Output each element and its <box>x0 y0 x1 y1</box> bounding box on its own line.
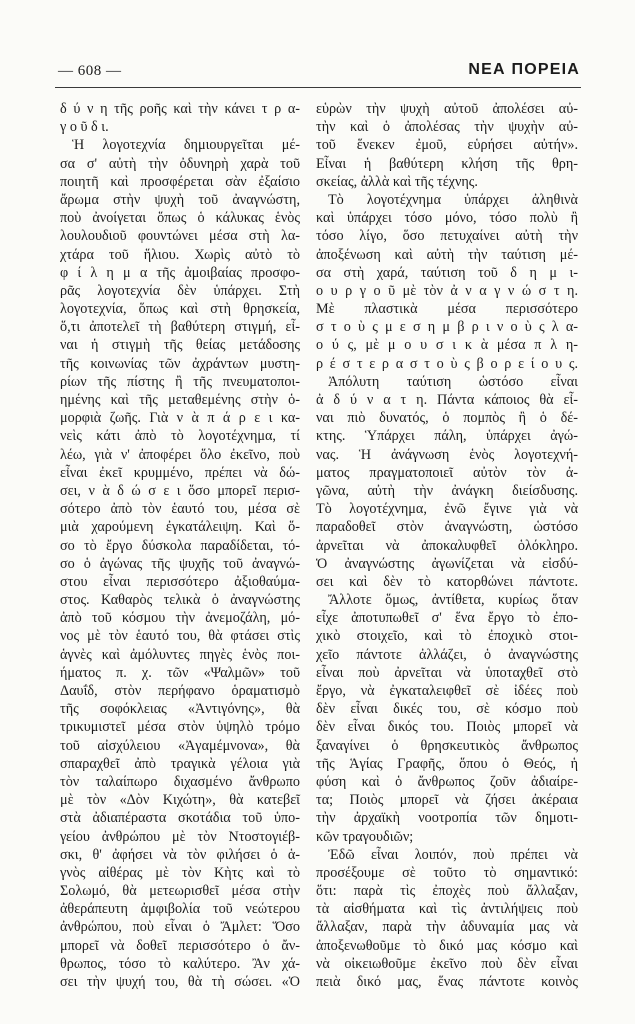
text-line: ἀθεράπευτη ἀμφιβολία τοῦ νεώτερου <box>60 901 300 918</box>
text-line: σα στὴ χαρά, ταύτιση τοῦ δ η μ ι- <box>316 264 578 281</box>
text-line: δὲν εἶναι δικός του. Ποιὸς μπορεῖ νὰ <box>316 719 578 736</box>
text-line: στος. Καθαρὸς τελικὰ ὁ ἀναγνώστης <box>60 592 300 609</box>
text-line: τὰ αἰσθήματα καὶ τὶς ἀντιλήψεις ποὺ <box>316 901 578 918</box>
text-line: τῆς σοφόκλειας «Ἀντιγόνης», θὰ <box>60 701 300 718</box>
text-line: χεῖο πάντοτε ἀλλάζει, ὁ ἀναγνώστης <box>316 646 578 663</box>
text-line: ἁγνὲς καὶ ἀμόλυντες πηγὲς ἑνὸς ποι- <box>60 646 300 663</box>
text-line: μιὰ χαρούμενη ἐγκατάλειψη. Καὶ ὅ- <box>60 519 300 536</box>
text-line: ὅτι: παρὰ τὶς ἐποχὲς ποὺ ἄλλαξαν, <box>316 883 578 900</box>
text-line: ἀποξένωση καὶ αὐτὴ τὴν ταύτιση μέ- <box>316 246 578 263</box>
text-line: Δαυΐδ, στὸν περήφανο ὁραματισμὸ <box>60 683 300 699</box>
page-number: — 608 — <box>58 63 122 79</box>
text-line: φ ί λ η μ α τῆς ἀμοιβαίας προσφο- <box>60 264 300 281</box>
text-line: νος μὲ τὸν ἑαυτό του, θὰ φτάσει στὶς <box>60 628 300 645</box>
text-line: Σολωμό, θὰ μετεωρισθεῖ μέσα στὴν <box>60 883 300 900</box>
left-column <box>60 100 300 991</box>
text-line: τόσο λίγο, ὅσο πετυχαίνει αὐτὴ τὴν <box>316 228 578 245</box>
text-line: ξαναγίνει ὁ θρησκευτικὸς ἄνθρωπος <box>316 737 578 754</box>
text-line: ρίων τῆς πίστης ἢ τῆς πνευματοποι- <box>60 373 300 390</box>
text-line: ο ύ ς, μὲ μ ο υ σ ι κ ὰ μέσα π λ η- <box>316 337 578 354</box>
text-line: ναι ἡ στιγμὴ τῆς θείας μετάδοσης <box>60 337 300 354</box>
text-line: γείου ἀνθρώπου μὲ τὸν Ντοστογιέβ- <box>60 828 300 845</box>
text-line: τῆς Ἁγίας Γραφῆς, ὅπου ὁ Θεός, ἡ <box>316 755 578 772</box>
text-line: καὶ ὑπάρχει τόσο μόνο, τόσο πολὺ ἢ <box>316 210 578 227</box>
text-line: τοῦ αἰσχύλειου «Ἀγαμέμνονα», θὰ <box>60 737 300 754</box>
text-line: ρ έ σ τ ε ρ α σ τ ο ὺ ς β ο ρ ε ί ο υ ς. <box>316 355 578 372</box>
text-line: μὲ τὸν «Δὸν Κιχώτη», θὰ κατεβεῖ <box>60 792 300 809</box>
text-line: ρᾶς λογοτεχνία δὲν ὑπάρχει. Στὴ <box>60 282 300 299</box>
magazine-title: ΝΕΑ ΠΟΡΕΙΑ <box>468 61 580 78</box>
text-line: φύση καὶ ὁ ἄνθρωπος ζοῦν ἀδιαίρε- <box>316 773 578 790</box>
text-line: εἶναι ἐκεῖ κρυμμένο, πρέπει νὰ δώ- <box>60 464 300 481</box>
text-line: ἀποξενωθοῦμε τὸ δικό μας κόσμο καὶ <box>316 937 578 954</box>
text-line: σει, ν ὰ δ ώ σ ε ι ὅσο μπορεῖ περισ- <box>60 482 300 499</box>
text-line: Ὁ ἀναγνώστης ἀγωνίζεται νὰ εἰσδύ- <box>316 555 578 572</box>
text-line: ἄρωμα στὴν ψυχὴ τοῦ ἀναγνώστη, <box>60 191 300 208</box>
text-line: λογοτεχνία, ὅπως καὶ στὴ θρησκεία, <box>60 301 300 318</box>
text-line: Τὸ λογοτέχνημα, ἐνῶ ἔγινε γιὰ νὰ <box>316 501 578 518</box>
text-line: προσέξουμε σὲ τοῦτο τὸ σημαντικό: <box>316 864 578 881</box>
text-line: ἔργο, νὰ ἐγκαταλειφθεῖ σὲ ἰδέες ποὺ <box>316 683 578 699</box>
text-line: λουλουδιοῦ φουντώνει μέσα στὴ λα- <box>60 228 300 245</box>
text-line: ἀ δ ύ ν α τ η. Πάντα κάποιος θὰ εἶ- <box>316 392 578 408</box>
text-line: κῶν τραγουδιῶν; <box>316 828 414 845</box>
text-line: δὲν εἶναι δικές του, σὲ κόσμο ποὺ <box>316 701 578 718</box>
text-line: γῶνα, αὐτὴ τὴν ἀνάγκη διείσδυσης. <box>316 482 578 499</box>
text-line: Ἄλλοτε ὅμως, ἀντίθετα, κυρίως ὅταν <box>328 592 578 609</box>
text-line: σότερο ἀπὸ τὸν ἑαυτό του, μέσα σὲ <box>60 501 300 518</box>
text-line: ναι πιὸ δυνατός, ὁ πομπὸς ἢ ὁ δέ- <box>316 410 578 427</box>
text-line: Τὸ λογοτέχνημα ὑπάρχει ἀληθινὰ <box>328 191 578 208</box>
text-line: τρικυμιστεῖ μέσα στὸν ὑψηλὸ τρόμο <box>60 719 300 736</box>
text-line: σο τὸ ἔργο δύσκολα παραδίδεται, τό- <box>60 537 300 554</box>
text-line: εἶναι ποὺ ἀρνεῖται νὰ ὑποταχθεῖ στὸ <box>316 664 578 681</box>
text-line: νεὶς κάτι ἀπὸ τὸ λογοτέχνημα, τί <box>60 428 300 445</box>
text-line: Μὲ πλαστικὰ μέσα περισσότερο <box>316 301 578 318</box>
text-line: σα σ' αὐτὴ τὴν ὀδυνηρὴ χαρὰ τοῦ <box>60 155 300 172</box>
text-line: εἶχε ἀποτυπωθεῖ σ' ἕνα ἔργο τὸ ἐπο- <box>316 610 578 627</box>
text-line: ἀνθρώπου, ποὺ εἶναι ὁ Ἄμλετ: Ὅσο <box>60 919 300 936</box>
text-line: ήματος π. χ. τῶν «Ψαλμῶν» τοῦ <box>60 664 300 681</box>
text-line: νὰ οἰκειωθοῦμε ἐκεῖνο ποὺ δὲν εἶναι <box>316 955 578 972</box>
text-line: στου εἶναι περισσότερο ἀξιοθαύμα- <box>60 573 300 590</box>
text-line: σκείας, ἀλλὰ καὶ τῆς τέχνης. <box>316 173 478 190</box>
text-line: τὸν ταλαίπωρο διχασμένο ἄνθρωπο <box>60 773 300 790</box>
text-line: χικὸ στοιχεῖο, καὶ τὸ ἐποχικὸ στοι- <box>316 628 578 645</box>
text-line: λέω, γιὰ ν' ἀποφέρει ὅλο ἐκεῖνο, ποὺ <box>60 446 300 463</box>
text-line: σει καὶ δὲν τὸ κατορθώνει πάντοτε. <box>316 573 578 590</box>
text-line: Ἡ λογοτεχνία δημιουργεῖται μέ- <box>72 137 300 154</box>
text-line: μπορεῖ νὰ δοθεῖ περισσότερο ὁ ἄν- <box>60 937 300 954</box>
text-line: ποὺ ἀνοίγεται ὅπως ὁ κάλυκας ἑνὸς <box>60 210 300 227</box>
text-line: ἀρνεῖται νὰ ἀποκαλυφθεῖ ὁλόκληρο. <box>316 537 578 554</box>
text-line: τὴν καὶ ὁ ἀπολέσας τὴν ψυχὴν αὐ- <box>316 119 578 136</box>
text-line: νας. Ἡ ἀνάγνωση ἑνὸς λογοτεχνή- <box>316 446 578 463</box>
text-line: γνὸς αἰθέρας μὲ τὸν Κὴτς καὶ τὸ <box>60 864 300 881</box>
text-line: ἀπὸ τοῦ κόσμου τὴν ἀνεμοζάλη, μό- <box>60 610 300 627</box>
text-line: ἄλλαξαν, παρὰ τὴν ἀδυναμία μας νὰ <box>316 919 578 936</box>
text-line: μορφιὰ ζωῆς. Γιὰ ν ὰ π ά ρ ε ι κα- <box>60 410 300 427</box>
text-line: ὅ,τι ἀποτελεῖ τὴ βαθύτερη στιγμή, εἶ- <box>60 319 300 336</box>
text-line: σπαραχθεῖ ἀπὸ τραγικὰ γέλοια γιὰ <box>60 755 300 772</box>
text-line: σο ὁ ἀγώνας τῆς ψυχῆς τοῦ ἀναγνώ- <box>60 555 300 572</box>
text-line: ημένης καὶ τῆς μεταθεμένης στὴν ὁ- <box>60 392 300 408</box>
text-line: θρωπος, τόσο τὸ καλύτερο. Ἂν χά- <box>60 955 300 972</box>
text-line: ο υ ρ γ ο ῦ μὲ τὸν ἀ ν α γ ν ώ σ τ η. <box>316 282 578 299</box>
header-rule <box>55 87 581 88</box>
text-line: σ τ ο ὺ ς μ ε σ η μ β ρ ι ν ο ὺ ς λ α- <box>316 319 578 336</box>
text-line: Εἶναι ἡ βαθύτερη κλήση τῆς θρη- <box>316 155 578 172</box>
text-line: γ ο ῦ δ ι. <box>60 119 109 136</box>
text-line: τα; Ποιὸς μπορεῖ νὰ ζήσει ἀκέραια <box>316 792 578 809</box>
text-line: πειὰ δικό μας, ἕνας πάντοτε κοινὸς <box>316 974 578 990</box>
text-line: δ ύ ν η τῆς ροῆς καὶ τὴν κάνει τ ρ α- <box>60 101 300 117</box>
text-line: εὑρὼν τὴν ψυχὴ αὐτοῦ ἀπολέσει αὐ- <box>316 101 578 117</box>
text-line: σει τὴν ψυχή του, θὰ τὴ σώσει. «Ὁ <box>60 974 300 990</box>
text-line: Ἐδῶ εἶναι λοιπόν, ποὺ πρέπει νὰ <box>328 846 578 863</box>
text-line: Ἀπόλυτη ταύτιση ὡστόσο εἶναι <box>328 373 578 390</box>
text-line: τῆς κοινωνίας τῶν ἀχράντων μυστη- <box>60 355 300 372</box>
text-line: χτάρα τοῦ ἥλιου. Χωρὶς αὐτὸ τὸ <box>60 246 300 263</box>
text-line: κτης. Ὑπάρχει πάλη, ὑπάρχει ἀγώ- <box>316 428 578 445</box>
text-line: παραδοθεῖ στὸν ἀναγνώστη, ὡστόσο <box>316 519 578 536</box>
text-line: τὴν ἀρχαϊκὴ νοοτροπία τῶν δημοτι- <box>316 810 578 827</box>
text-line: ποιητῆ καὶ προσφέρεται σὰν ἐξαίσιο <box>60 173 300 190</box>
right-column <box>316 100 578 991</box>
text-line: στὰ ἀδιαπέραστα σκοτάδια τοῦ ὑπο- <box>60 810 300 827</box>
text-line: σκι, θ' ἀφήσει νὰ τὸν φιλήσει ὁ ἁ- <box>60 846 300 863</box>
text-line: ματος πραγματοποιεῖ αὐτὸν τὸν ἀ- <box>316 464 578 481</box>
text-line: τοῦ ἕνεκεν ἐμοῦ, εὑρήσει αὐτήν». <box>316 137 578 154</box>
